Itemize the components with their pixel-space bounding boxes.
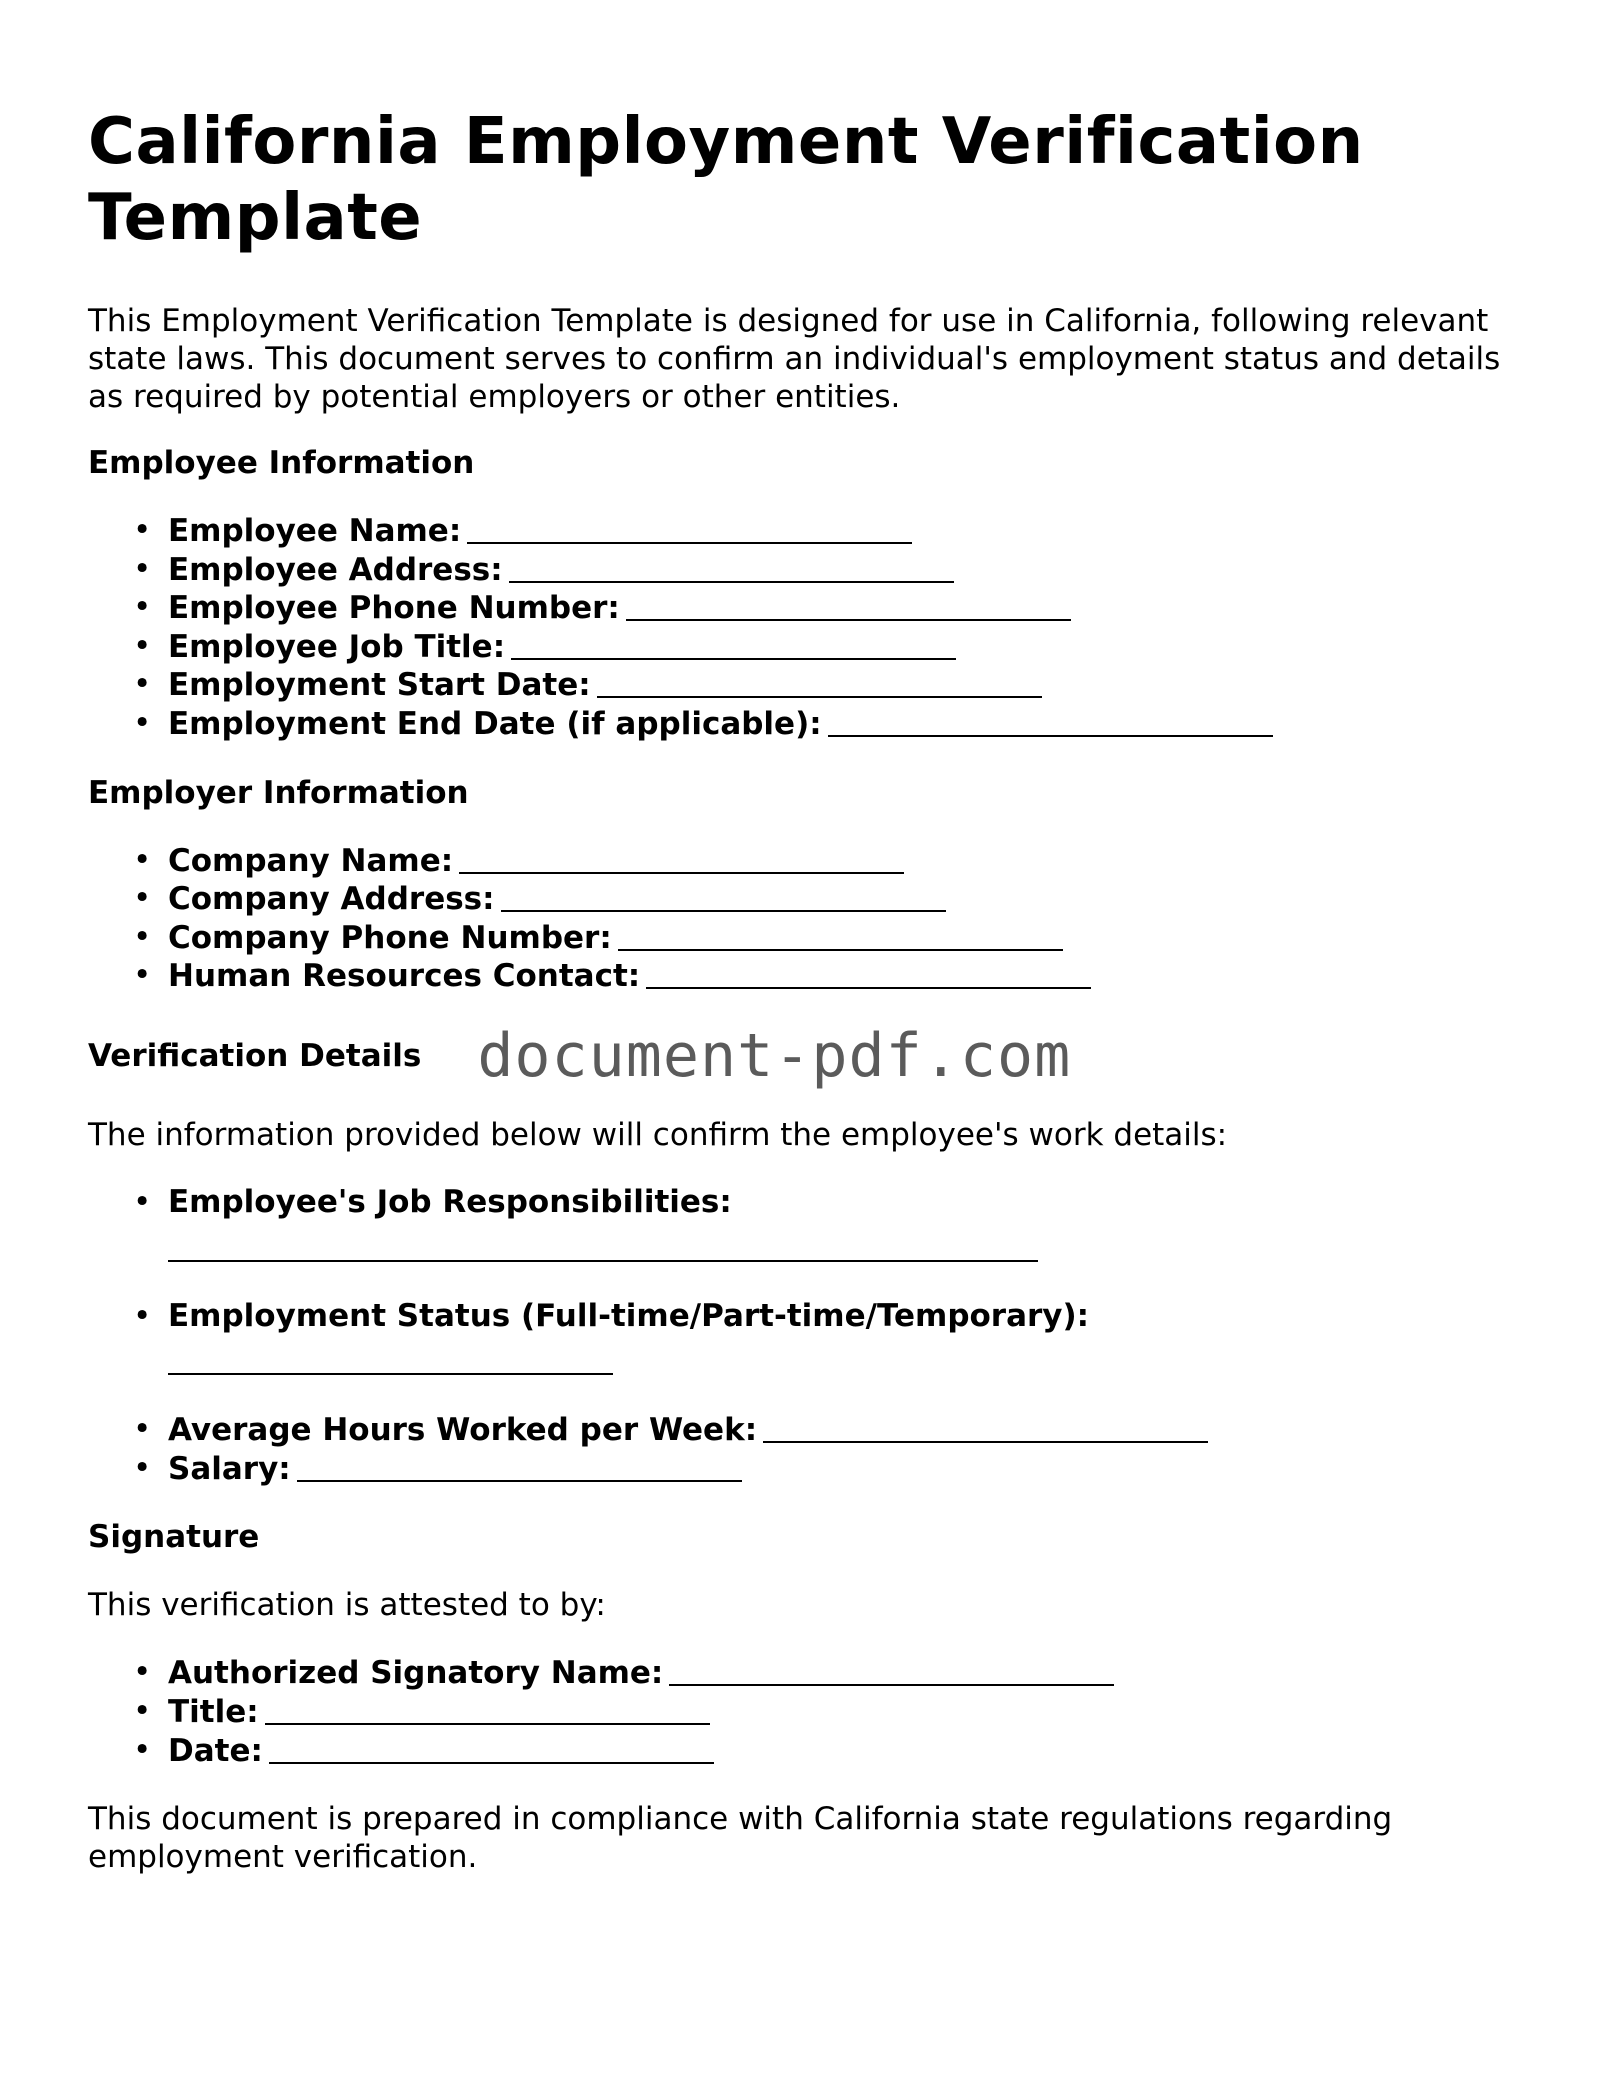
blank-line (511, 628, 956, 660)
field-company-name (88, 842, 1528, 881)
field-employee-name (88, 512, 1528, 551)
employer-fields-list (88, 842, 1528, 996)
field-employment-status (88, 1298, 1528, 1376)
blank-line (597, 666, 1042, 698)
document-title: California Employment Verification Template (88, 105, 1364, 255)
blank-line (265, 1693, 710, 1725)
document-page (88, 104, 1528, 1876)
blank-line (467, 512, 912, 544)
blank-line (646, 957, 1091, 989)
field-label: Employment Status (Full-time/Part-time/Temporary): (168, 1297, 1090, 1334)
blank-line (828, 705, 1273, 737)
field-label: Employee Name: (168, 513, 462, 549)
watermark: document-pdf.com (477, 1020, 1072, 1091)
field-label: Employee Job Title: (168, 628, 506, 665)
verification-header (88, 1020, 1528, 1091)
field-employment-end-date (88, 705, 1528, 744)
field-job-responsibilities (88, 1184, 1528, 1262)
intro-paragraph: This Employment Verification Template is designed for use in California, following relevant state laws. This document serves to confirm an individual's employment status and details as required by potential employers or other entities. (88, 303, 1501, 415)
employee-fields-list (88, 512, 1528, 744)
verification-fields-list (88, 1184, 1528, 1488)
field-label: Employment End Date (if applicable): (168, 705, 822, 742)
field-signatory-name (88, 1654, 1528, 1693)
blank-line (618, 919, 1063, 951)
field-label: Average Hours Worked per Week: (168, 1412, 758, 1449)
blank-line (626, 589, 1071, 621)
field-label: Employee Phone Number: (168, 590, 620, 627)
field-label: Authorized Signatory Name: (168, 1655, 664, 1692)
blank-line (459, 842, 904, 874)
blank-line (269, 1732, 714, 1764)
blank-line (168, 1343, 613, 1375)
field-label: Company Name: (168, 842, 454, 879)
field-employment-start-date (88, 666, 1528, 705)
field-employee-job-title (88, 628, 1528, 667)
employer-information-heading: Employer Information (88, 774, 469, 811)
blank-line (669, 1654, 1114, 1686)
field-label: Salary: (168, 1450, 291, 1487)
field-hr-contact (88, 957, 1528, 996)
field-average-hours (88, 1411, 1528, 1450)
employee-information-heading: Employee Information (88, 445, 475, 481)
blank-line (297, 1450, 742, 1482)
signature-fields-list (88, 1654, 1528, 1770)
field-label: Employee Address: (168, 551, 503, 588)
field-company-address (88, 880, 1528, 919)
blank-line (501, 880, 946, 912)
signature-intro: This verification is attested to by: (88, 1587, 606, 1624)
field-label: Human Resources Contact: (168, 958, 641, 995)
field-label: Employee's Job Responsibilities: (168, 1183, 732, 1220)
signature-heading: Signature (88, 1519, 260, 1556)
blank-line (509, 551, 954, 583)
field-label: Date: (168, 1732, 263, 1769)
field-label: Company Address: (168, 881, 495, 918)
field-company-phone (88, 919, 1528, 958)
field-salary (88, 1450, 1528, 1489)
field-label: Company Phone Number: (168, 919, 612, 956)
verification-details-heading: Verification Details (88, 1037, 422, 1074)
blank-line (168, 1230, 1038, 1262)
verification-intro: The information provided below will confirm the employee's work details: (88, 1116, 1228, 1153)
footer-paragraph: This document is prepared in compliance with California state regulations regarding employment verification. (88, 1801, 1393, 1876)
field-signature-date (88, 1732, 1528, 1771)
field-signatory-title (88, 1693, 1528, 1732)
blank-line (763, 1411, 1208, 1443)
field-label: Title: (168, 1693, 259, 1730)
field-label: Employment Start Date: (168, 667, 591, 704)
field-employee-address (88, 551, 1528, 590)
field-employee-phone (88, 589, 1528, 628)
